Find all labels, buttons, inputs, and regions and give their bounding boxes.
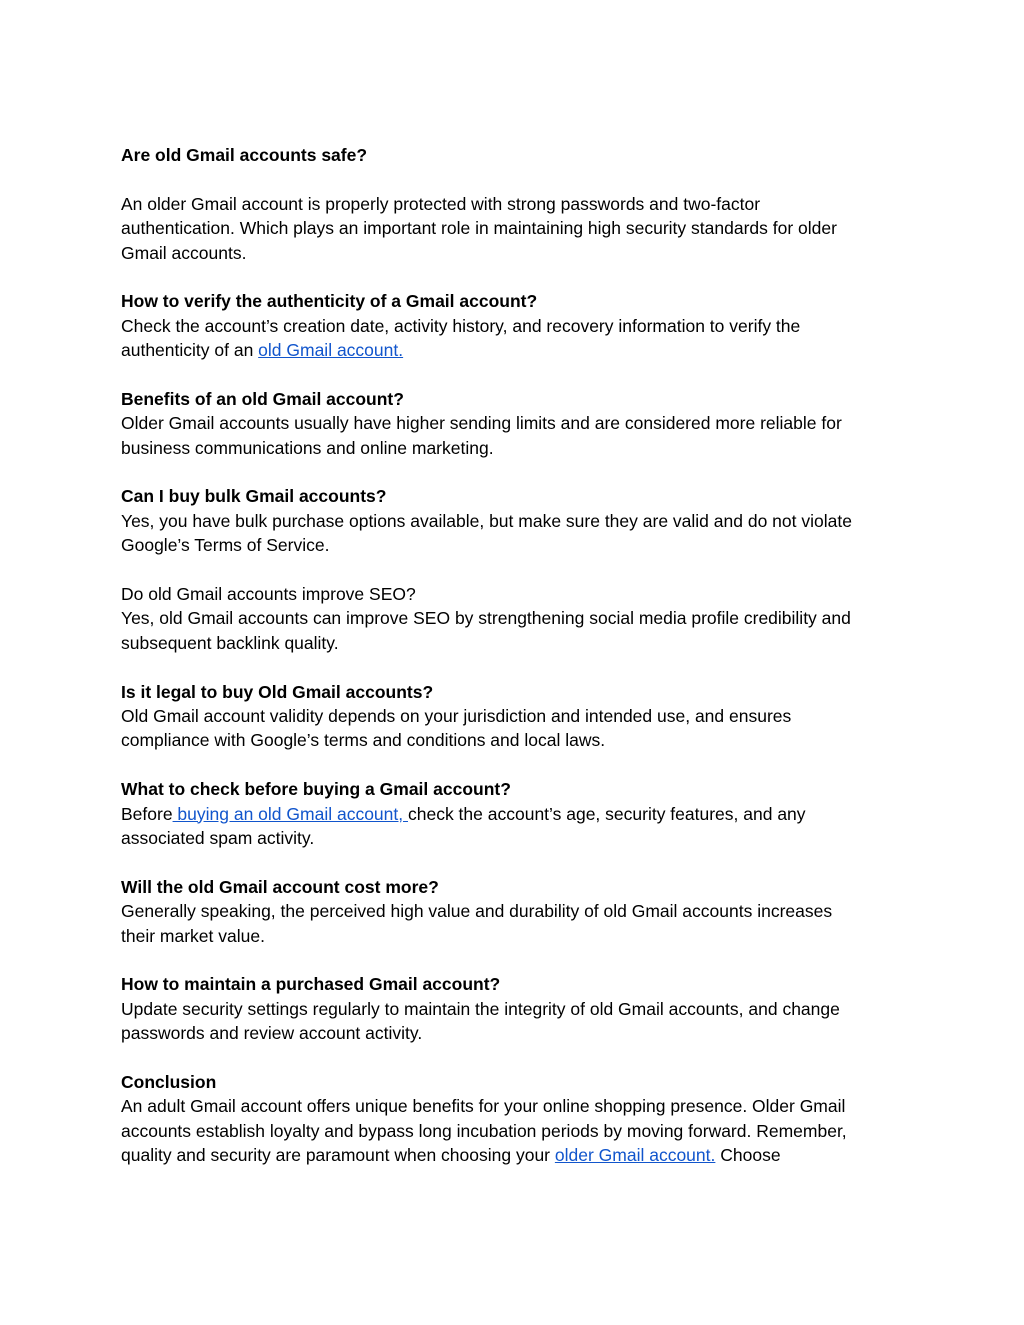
text-segment: authenticity of an bbox=[121, 340, 259, 361]
buying-old-gmail-account-link[interactable]: buying an old Gmail account, bbox=[172, 803, 408, 824]
paragraph-line: Update security settings regularly to maintain the integrity of old Gmail accounts, and change bbox=[121, 998, 840, 1019]
heading-seo: Do old Gmail accounts improve SEO? bbox=[121, 584, 416, 605]
paragraph-line: Yes, you have bulk purchase options available, but make sure they are valid and do not violate bbox=[121, 510, 852, 531]
paragraph-line: An older Gmail account is properly protected with strong passwords and two-factor bbox=[121, 193, 761, 214]
spacer bbox=[121, 948, 911, 972]
heading-conclusion: Conclusion bbox=[121, 1071, 217, 1092]
paragraph-line: business communications and online marketing. bbox=[121, 437, 494, 458]
paragraph-line: passwords and review account activity. bbox=[121, 1023, 423, 1044]
paragraph-line: Yes, old Gmail accounts can improve SEO by strengthening social media profile credibility and bbox=[121, 608, 851, 629]
heading-maintain: How to maintain a purchased Gmail account? bbox=[121, 974, 501, 995]
text-segment: Choose bbox=[715, 1145, 781, 1166]
spacer bbox=[121, 363, 911, 387]
spacer bbox=[121, 460, 911, 484]
heading-check: What to check before buying a Gmail account? bbox=[121, 779, 511, 800]
paragraph-line: subsequent backlink quality. bbox=[121, 632, 339, 653]
paragraph-line: associated spam activity. bbox=[121, 827, 315, 848]
paragraph-line bbox=[121, 338, 911, 362]
paragraph-line: An adult Gmail account offers unique benefits for your online shopping presence. Older Gmail bbox=[121, 1096, 846, 1117]
heading-bulk: Can I buy bulk Gmail accounts? bbox=[121, 486, 387, 507]
paragraph-line bbox=[121, 1143, 911, 1167]
paragraph-line: Google’s Terms of Service. bbox=[121, 535, 330, 556]
spacer bbox=[121, 167, 911, 191]
older-gmail-account-link[interactable]: older Gmail account. bbox=[554, 1145, 716, 1166]
paragraph-line: Old Gmail account validity depends on your jurisdiction and intended use, and ensures bbox=[121, 705, 792, 726]
heading-verify: How to verify the authenticity of a Gmail account? bbox=[121, 291, 538, 312]
paragraph-line: Older Gmail accounts usually have higher sending limits and are considered more reliable for bbox=[121, 413, 842, 434]
spacer bbox=[121, 655, 911, 679]
text-segment: check the account’s age, security features, and any bbox=[407, 803, 806, 824]
paragraph-line: Check the account’s creation date, activity history, and recovery information to verify the bbox=[121, 315, 801, 336]
text-segment: quality and security are paramount when choosing your bbox=[121, 1145, 555, 1166]
spacer bbox=[121, 1045, 911, 1069]
text-segment: Before bbox=[121, 803, 173, 824]
spacer bbox=[121, 753, 911, 777]
paragraph-line: Generally speaking, the perceived high value and durability of old Gmail accounts increases bbox=[121, 901, 833, 922]
paragraph-line: their market value. bbox=[121, 925, 265, 946]
paragraph-line: compliance with Google’s terms and conditions and local laws. bbox=[121, 730, 606, 751]
spacer bbox=[121, 850, 911, 874]
old-gmail-account-link[interactable]: old Gmail account. bbox=[258, 340, 404, 361]
paragraph-line: accounts establish loyalty and bypass long incubation periods by moving forward. Remember, bbox=[121, 1120, 847, 1141]
paragraph-line: Gmail accounts. bbox=[121, 242, 247, 263]
heading-legal: Is it legal to buy Old Gmail accounts? bbox=[121, 681, 434, 702]
spacer bbox=[121, 558, 911, 582]
spacer bbox=[121, 265, 911, 289]
paragraph-line: authentication. Which plays an important role in maintaining high security standards for older bbox=[121, 218, 837, 239]
heading-benefits: Benefits of an old Gmail account? bbox=[121, 388, 404, 409]
paragraph-line bbox=[121, 802, 911, 826]
document-body bbox=[121, 143, 911, 1167]
heading-safe: Are old Gmail accounts safe? bbox=[121, 145, 368, 165]
heading-cost: Will the old Gmail account cost more? bbox=[121, 876, 439, 897]
